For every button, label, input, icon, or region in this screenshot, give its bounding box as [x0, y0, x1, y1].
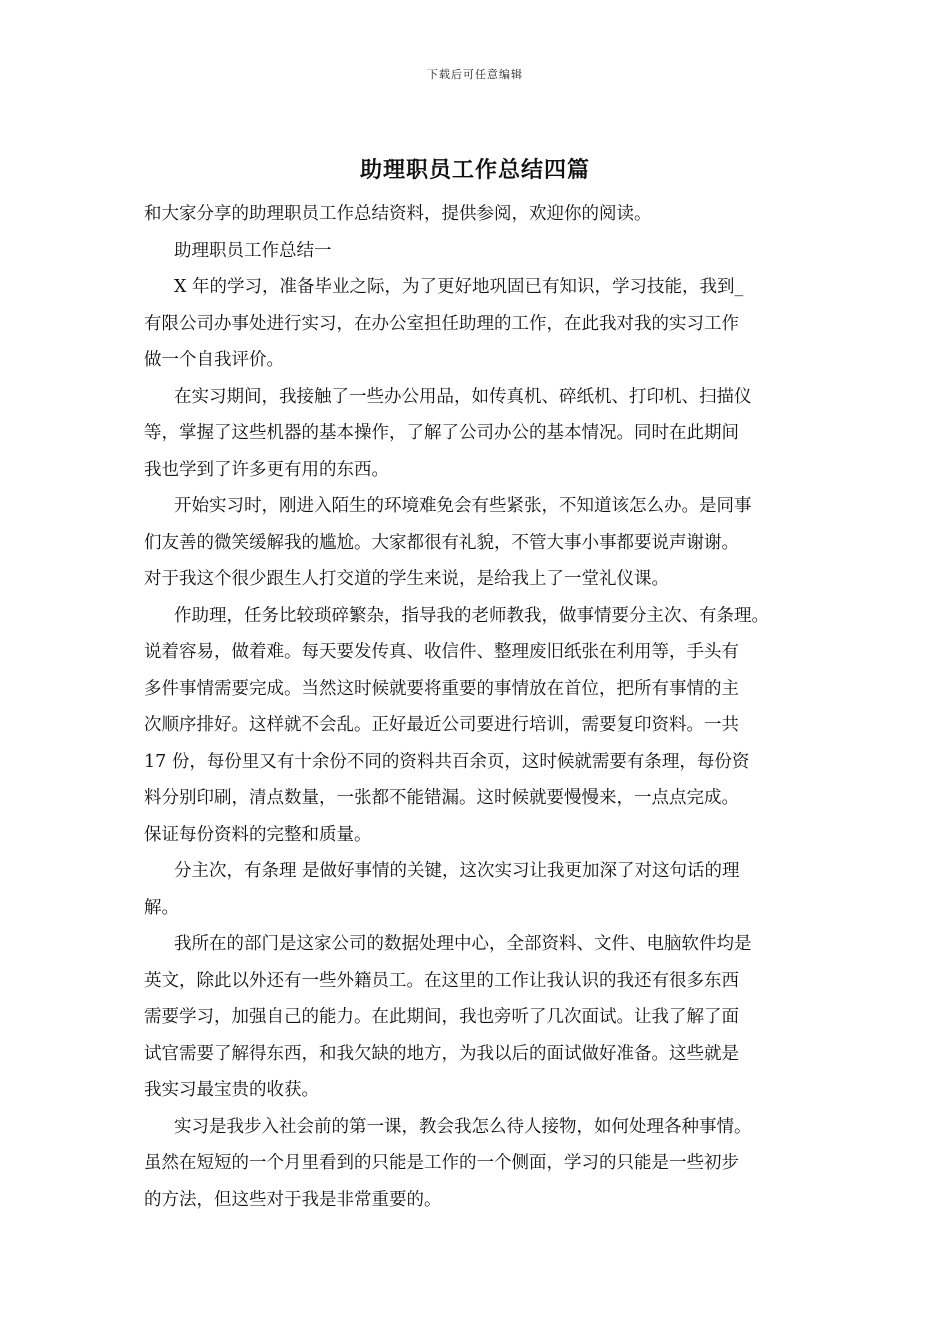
text-line: 作助理，任务比较琐碎繁杂，指导我的老师教我，做事情要分主次、有条理。 — [174, 605, 769, 626]
text-line: 有限公司办事处进行实习，在办公室担任助理的工作，在此我对我的实习工作 — [144, 313, 739, 334]
text-line: 需要学习，加强自己的能力。在此期间，我也旁听了几次面试。让我了解了面 — [144, 1007, 739, 1027]
header-note: 下载后可任意编辑 — [427, 68, 523, 81]
text-line: 试官需要了解得东西，和我欠缺的地方，为我以后的面试做好准备。这些就是 — [144, 1043, 739, 1064]
text-line: 虽然在短短的一个月里看到的只能是工作的一个侧面，学习的只能是一些初步 — [144, 1153, 739, 1173]
text-line: 英文，除此以外还有一些外籍员工。在这里的工作让我认识的我还有很多东西 — [144, 970, 739, 991]
document-title: 助理职员工作总结四篇 — [359, 157, 590, 183]
text-line: 料分别印刷，清点数量，一张都不能错漏。这时候就要慢慢来，一点点完成。 — [144, 788, 739, 808]
text-line: 多件事情需要完成。当然这时候就要将重要的事情放在首位，把所有事情的主 — [144, 678, 739, 699]
text-line: 实习是我步入社会前的第一课，教会我怎么待人接物，如何处理各种事情。 — [174, 1116, 752, 1137]
text-line: 们友善的微笑缓解我的尴尬。大家都很有礼貌，不管大事小事都要说声谢谢。 — [144, 532, 739, 553]
text-line: 做一个自我评价。 — [144, 350, 284, 370]
text-line: 在实习期间，我接触了一些办公用品，如传真机、碎纸机、打印机、扫描仪 — [174, 386, 752, 407]
text-line: 说着容易，做着难。每天要发传真、收信件、整理废旧纸张在利用等，手头有 — [144, 642, 739, 662]
text-line: 次顺序排好。这样就不会乱。正好最近公司要进行培训，需要复印资料。一共 — [144, 715, 739, 735]
text-line: 17 份，每份里又有十余份不同的资料共百余页，这时候就需要有条理，每份资 — [144, 751, 750, 772]
text-line: 开始实习时，刚进入陌生的环境难免会有些紧张，不知道该怎么办。是同事 — [174, 496, 752, 516]
text-line: 我所在的部门是这家公司的数据处理中心，全部资料、文件、电脑软件均是 — [174, 934, 752, 954]
text-line: 我也学到了许多更有用的东西。 — [144, 459, 389, 480]
text-line: 分主次，有条理 是做好事情的关键，这次实习让我更加深了对这句话的理 — [174, 861, 740, 881]
text-line: 助理职员工作总结一 — [174, 240, 332, 261]
text-line: 保证每份资料的完整和质量。 — [144, 824, 372, 845]
text-line: 对于我这个很少跟生人打交道的学生来说，是给我上了一堂礼仪课。 — [144, 569, 669, 589]
text-line: 的方法，但这些对于我是非常重要的。 — [144, 1189, 442, 1210]
text-line: 和大家分享的助理职员工作总结资料，提供参阅，欢迎你的阅读。 — [144, 204, 652, 224]
document-body — [144, 196, 808, 1218]
text-line: 等，掌握了这些机器的基本操作，了解了公司办公的基本情况。同时在此期间 — [144, 423, 739, 443]
text-line: X 年的学习，准备毕业之际，为了更好地巩固已有知识，学习技能，我到_ — [174, 277, 744, 297]
text-line: 解。 — [144, 897, 179, 918]
text-line: 我实习最宝贵的收获。 — [144, 1080, 319, 1100]
